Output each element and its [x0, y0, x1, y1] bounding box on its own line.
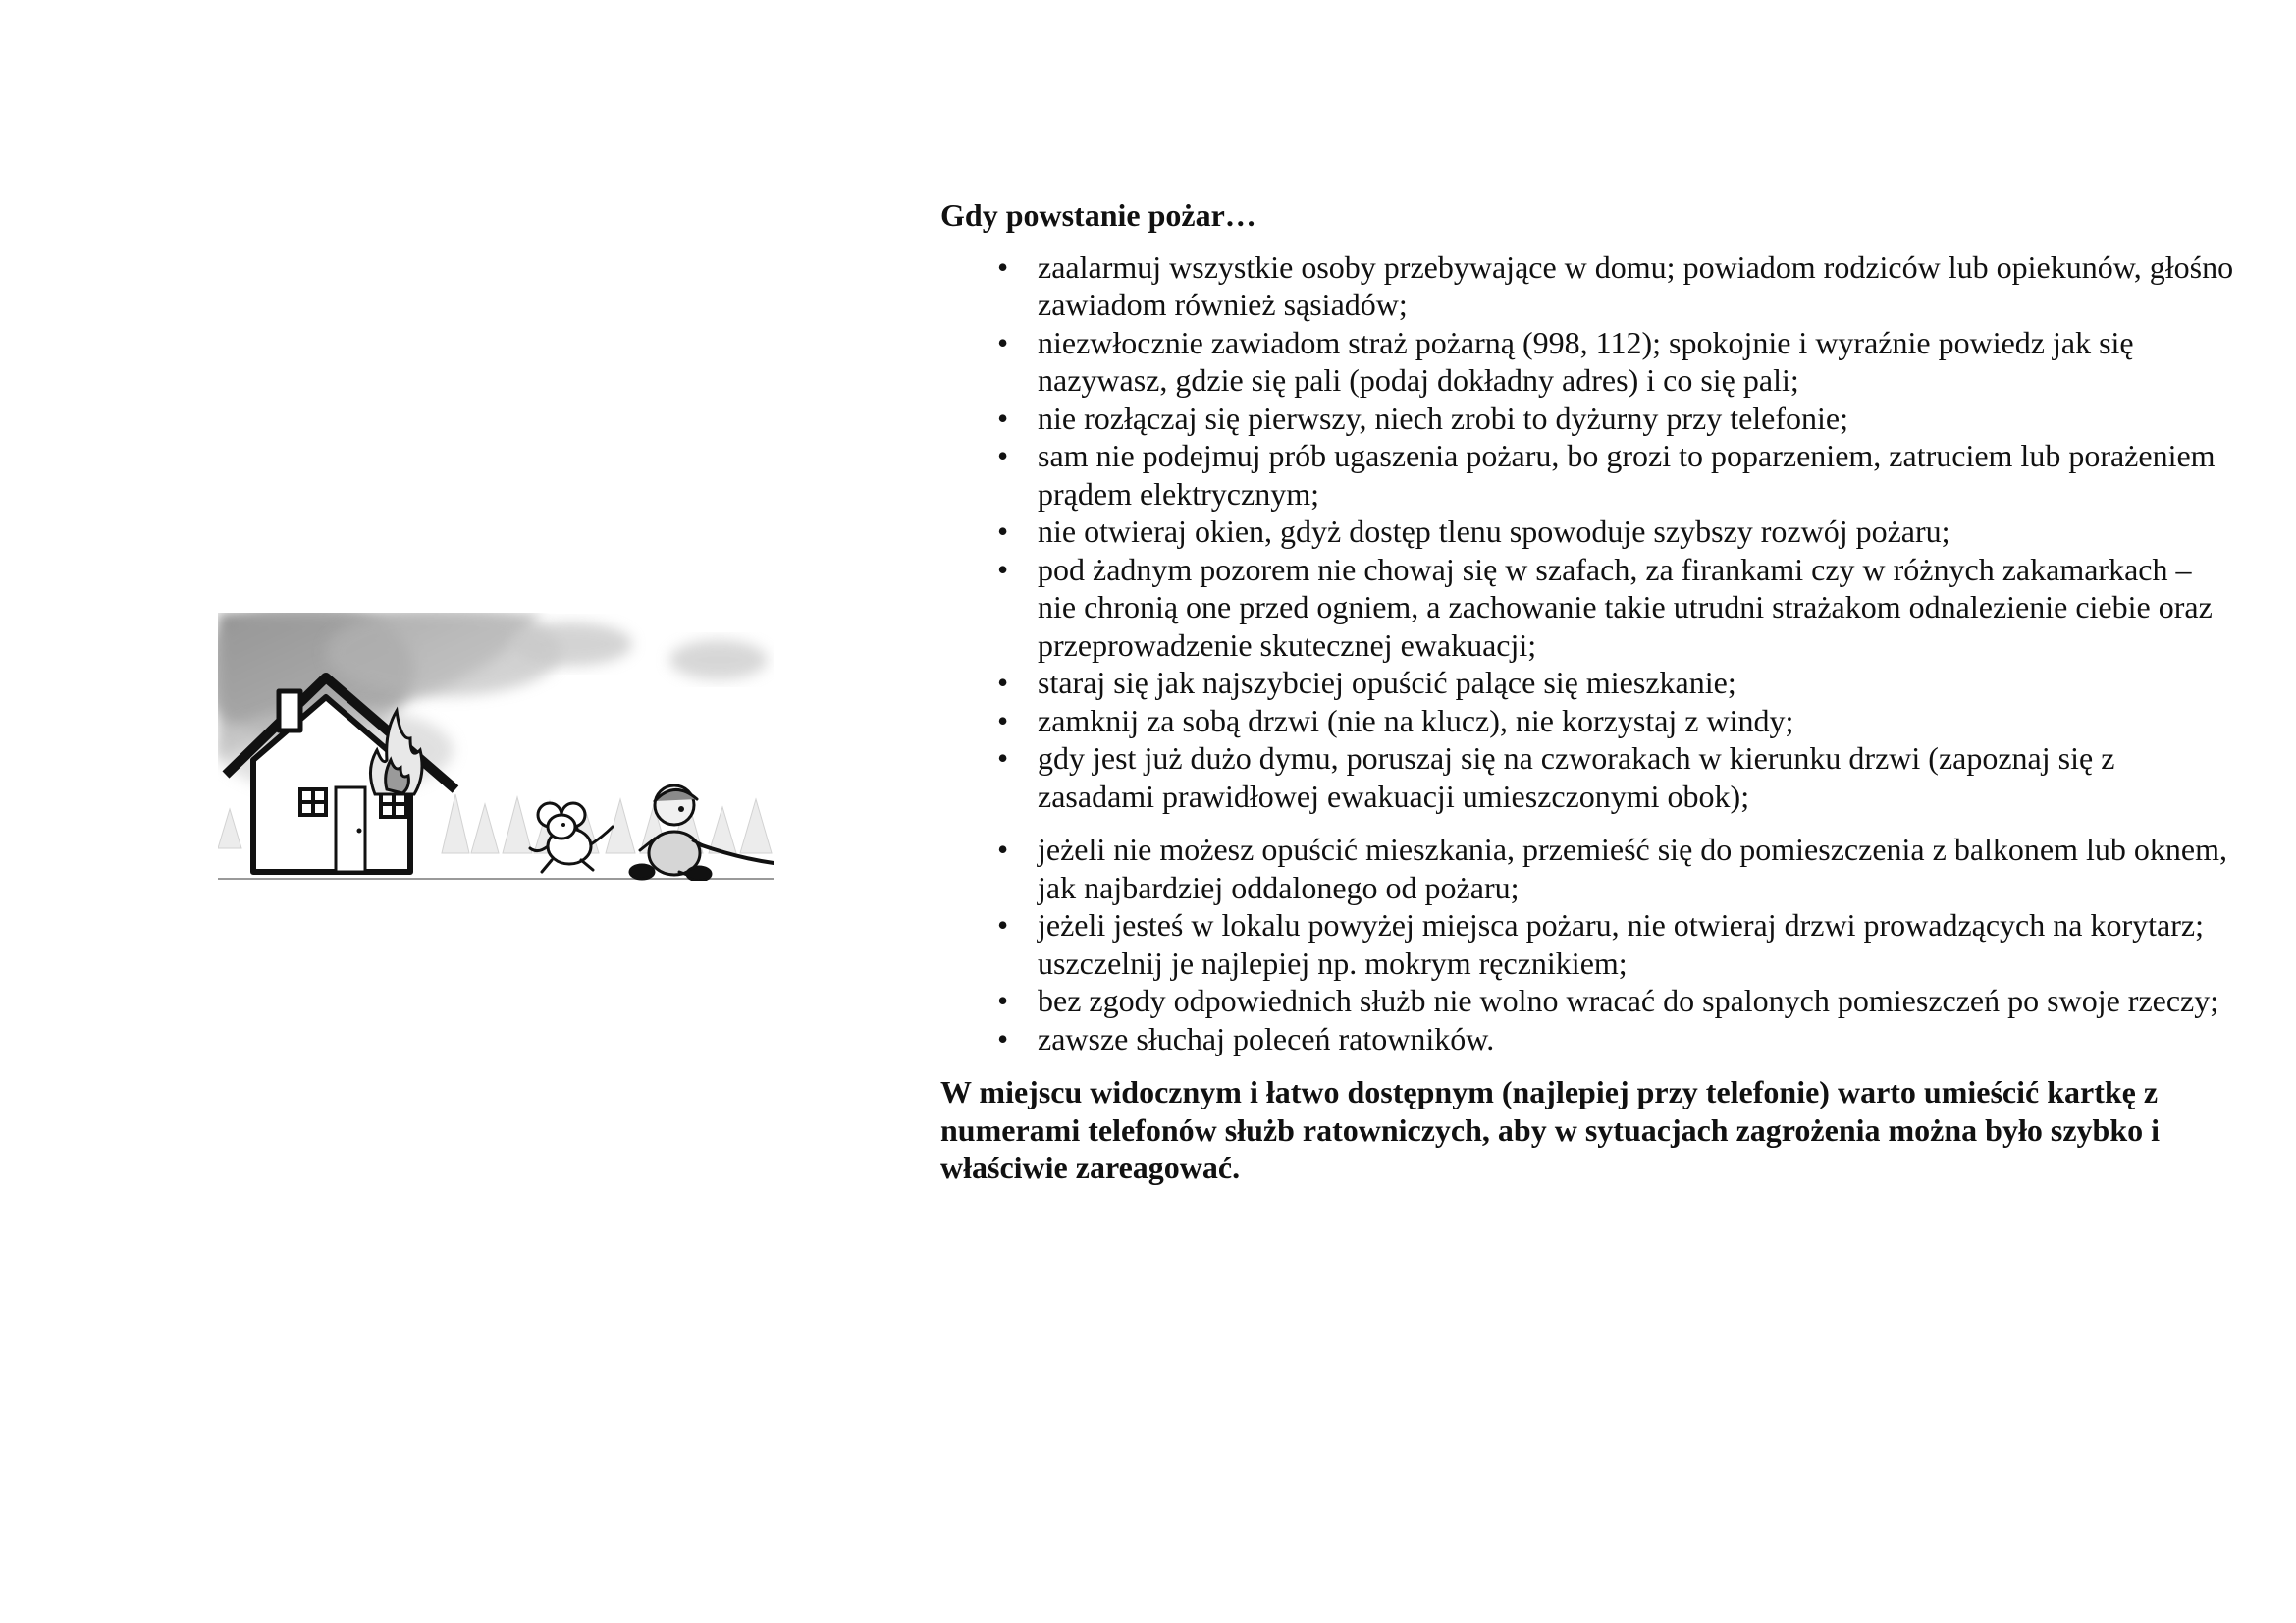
bullet-icon: • — [997, 832, 1009, 867]
closing-note: W miejscu widocznym i łatwo dostępnym (najlepiej przy telefonie) warto umieścić kartkę z numerami telefonów służb ratowniczych, aby w sytuacjach zagrożenia można było szybko i właściwie zareagować. — [940, 1074, 2160, 1185]
list-item-text: jeżeli nie możesz opuścić mieszkania, przemieść się do pomieszczenia z balkonem lub oknem, jak najbardziej oddalonego od pożaru; — [1038, 832, 2227, 905]
bullet-icon: • — [997, 248, 1009, 285]
bullet-icon: • — [997, 907, 1009, 943]
list-item — [940, 324, 2236, 400]
list-item — [940, 982, 2236, 1020]
bullet-icon: • — [997, 400, 1009, 436]
list-item — [940, 906, 2236, 982]
list-item-text: niezwłocznie zawiadom straż pożarną (998, 112); spokojnie i wyraźnie powiedz jak się nazywasz, gdzie się pali (podaj dokładny adres) i co się pali; — [1038, 324, 2134, 398]
bullet-icon: • — [997, 983, 1009, 1018]
bullet-icon: • — [997, 740, 1009, 776]
list-item-text: zaalarmuj wszystkie osoby przebywające w domu; powiadom rodziców lub opiekunów, głośno zawiadom również sąsiadów; — [1038, 248, 2234, 322]
bullet-icon: • — [997, 324, 1009, 360]
list-item — [940, 248, 2236, 324]
list-item-text: jeżeli jesteś w lokalu powyżej miejsca pożaru, nie otwieraj drzwi prowadzących na korytarz; uszczelnij je najlepiej np. mokrym ręcznikiem; — [1038, 907, 2204, 981]
list-item — [940, 437, 2236, 513]
bullet-icon: • — [997, 1020, 1009, 1056]
list-item-text: zawsze słuchaj poleceń ratowników. — [1038, 1020, 1495, 1056]
bullet-icon: • — [997, 514, 1009, 549]
list-item-text: pod żadnym pozorem nie chowaj się w szafach, za firankami czy w różnych zakamarkach – nie chronią one przed ogniem, a zachowanie takie utrudni strażakom odnalezienie ciebie oraz przeprowadzenie skutecznej ewakuacji; — [1038, 551, 2213, 663]
list-item-text: sam nie podejmuj prób ugaszenia pożaru, bo grozi to poparzeniem, zatruciem lub porażeniem prądem elektrycznym; — [1038, 438, 2216, 512]
list-item — [940, 739, 2236, 815]
list-item — [940, 1020, 2236, 1058]
bullet-icon: • — [997, 665, 1009, 700]
list-item-text: nie otwieraj okien, gdyż dostęp tlenu spowoduje szybszy rozwój pożaru; — [1038, 514, 1950, 549]
instructions-list-continued — [940, 831, 2236, 1057]
list-item — [940, 702, 2236, 740]
list-item — [940, 831, 2236, 906]
instructions-list — [940, 248, 2236, 816]
list-item — [940, 664, 2236, 702]
list-item-text: bez zgody odpowiednich służb nie wolno wracać do spalonych pomieszczeń po swoje rzeczy; — [1038, 983, 2219, 1018]
bullet-icon: • — [997, 702, 1009, 738]
list-item — [940, 551, 2236, 665]
list-item — [940, 513, 2236, 551]
list-item-text: gdy jest już dużo dymu, poruszaj się na czworakach w kierunku drzwi (zapoznaj się z zasadami prawidłowej ewakuacji umieszczonymi obok); — [1038, 740, 2115, 814]
bullet-icon: • — [997, 438, 1009, 473]
page-title: Gdy powstanie pożar… — [940, 197, 1256, 233]
list-item-text: nie rozłączaj się pierwszy, niech zrobi to dyżurny przy telefonie; — [1038, 400, 1849, 436]
burning-house-illustration-icon — [218, 613, 774, 881]
fire-instructions — [940, 196, 2236, 1187]
list-item-text: zamknij za sobą drzwi (nie na klucz), nie korzystaj z windy; — [1038, 702, 1794, 738]
list-item — [940, 400, 2236, 438]
list-item-text: staraj się jak najszybciej opuścić palące się mieszkanie; — [1038, 665, 1736, 700]
bullet-icon: • — [997, 551, 1009, 587]
